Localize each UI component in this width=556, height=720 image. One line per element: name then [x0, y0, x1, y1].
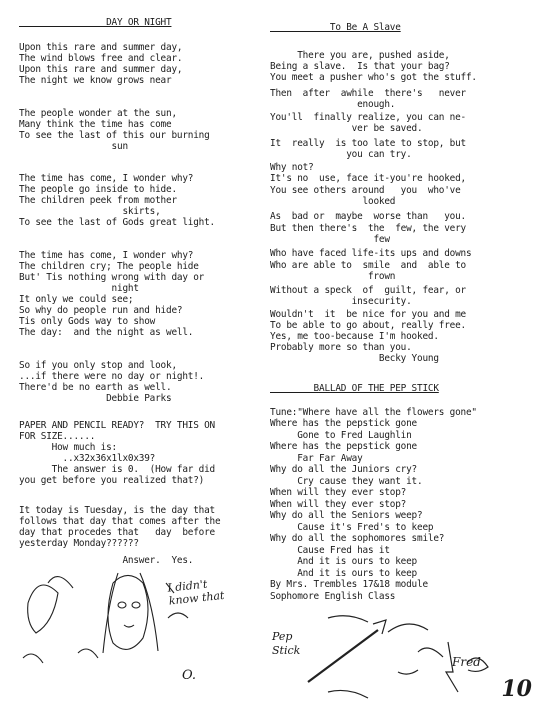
text-line: And it is ours to keep [270, 556, 417, 567]
text-line: But then there's the few, the very [270, 223, 466, 234]
text-line: sun [19, 141, 128, 152]
text-line: looked [270, 196, 396, 207]
text-line: Where has the pepstick gone [270, 418, 417, 429]
text-line: When will they ever stop? [270, 499, 407, 510]
text-line: But' Tis nothing wrong with day or [19, 272, 205, 283]
text-line: Answer. Yes. [19, 555, 194, 566]
text-line: As bad or maybe worse than you. [270, 211, 466, 222]
text-line: you get before you realized that?) [19, 475, 205, 486]
text-line: you can try. [270, 149, 412, 160]
text-line: The time has come, I wonder why? [19, 173, 194, 184]
text-line: The people wonder at the sun, [19, 108, 177, 119]
text-line: yesterday Monday?????? [19, 538, 139, 549]
text-line: FOR SIZE...... [19, 431, 96, 442]
text-line: To see the last of this our burning [19, 130, 210, 141]
text-line: And it is ours to keep [270, 568, 417, 579]
text-line: Cause Fred has it [270, 545, 390, 556]
text-line: It only we could see; [19, 294, 134, 305]
text-line: So if you only stop and look, [19, 360, 177, 371]
text-line: To be able to go about, really free. [270, 320, 466, 331]
text-line: So why do people run and hide? [19, 305, 183, 316]
text-line: The night we know grows near [19, 75, 172, 86]
text-line: Becky Young [270, 353, 439, 364]
text-line: ..x32x36x1lx0x39? [19, 453, 156, 464]
text-line: Tune:"Where have all the flowers gone" [270, 407, 477, 418]
text-line: day that procedes that day before [19, 527, 215, 538]
text-line: Who are able to smile and able to [270, 260, 466, 271]
text-line: Cry cause they want it. [270, 476, 423, 487]
text-line: Tis only Gods way to show [19, 316, 156, 327]
text-line: skirts, [19, 206, 161, 217]
text-line: Probably more so than you. [270, 342, 412, 353]
text-line: There you are, pushed aside, [270, 50, 450, 61]
text-line: Why not? [270, 162, 314, 173]
text-line: Where has the pepstick gone [270, 441, 417, 452]
text-line: You'll finally realize, you can ne- [270, 112, 466, 123]
text-line: Why do all the Juniors cry? [270, 464, 417, 475]
text-line: When will they ever stop? [270, 487, 407, 498]
text-line: Being a slave. Is that your bag? [270, 61, 450, 72]
text-line: You meet a pusher who's got the stuff. [270, 72, 477, 83]
text-line: It today is Tuesday, is the day that [19, 505, 215, 516]
pep-stick-signature: Fred [452, 655, 481, 669]
text-line: Then after awhile there's never [270, 88, 466, 99]
text-line: Debbie Parks [19, 393, 172, 404]
text-line: The answer is 0. (How far did [19, 464, 215, 475]
text-line: Far Far Away [270, 453, 363, 464]
pep-stick-label: Pep Stick [272, 630, 301, 657]
text-line: Without a speck of guilt, fear, or [270, 285, 466, 296]
text-line: The wind blows free and clear. [19, 53, 183, 64]
text-line: Gone to Fred Laughlin [270, 430, 412, 441]
text-line: It really is too late to stop, but [270, 138, 466, 149]
text-line: follows that day that comes after the [19, 516, 221, 527]
text-line: few [270, 234, 390, 245]
text-line: The children cry; The people hide [19, 261, 199, 272]
text-line: Why do all the sophomores smile? [270, 533, 445, 544]
page-number: 10 [501, 676, 532, 702]
text-line: insecurity. [270, 296, 412, 307]
text-line: To see the last of Gods great light. [19, 217, 215, 228]
text-line: night [19, 283, 139, 294]
text-line: ver be saved. [270, 123, 423, 134]
section-title: To Be A Slave [270, 22, 401, 33]
text-line: How much is: [19, 442, 117, 453]
text-line: It's no use, face it-you're hooked, [270, 173, 466, 184]
text-line: Cause it's Fred's to keep [270, 522, 434, 533]
text-line: The people go inside to hide. [19, 184, 177, 195]
section-title: BALLAD OF THE PEP STICK [270, 383, 439, 394]
text-line: The day: and the night as well. [19, 327, 194, 338]
text-line: By Mrs. Trembles 17&18 module [270, 579, 428, 590]
text-line: The children peek from mother [19, 195, 177, 206]
text-line: Upon this rare and summer day, [19, 64, 183, 75]
text-line: Wouldn't it be nice for you and me [270, 309, 466, 320]
text-line: frown [270, 271, 396, 282]
text-line: Sophomore English Class [270, 591, 396, 602]
text-line: The time has come, I wonder why? [19, 250, 194, 261]
text-line: There'd be no earth as well. [19, 382, 172, 393]
text-line: Many think the time has come [19, 119, 172, 130]
doodle-scribble-text: I didn't know that [166, 577, 226, 608]
text-line: Why do all the Seniors weep? [270, 510, 423, 521]
doodle-letter: O. [182, 668, 197, 683]
section-title: DAY OR NIGHT [19, 17, 172, 28]
text-line: You see others around you who've [270, 185, 461, 196]
text-line: ...if there were no day or night!. [19, 371, 205, 382]
text-line: enough. [270, 99, 396, 110]
text-line: Upon this rare and summer day, [19, 42, 183, 53]
text-line: PAPER AND PENCIL READY? TRY THIS ON [19, 420, 215, 431]
text-line: Yes, me too-because I'm hooked. [270, 331, 439, 342]
text-line: Who have faced life-its ups and downs [270, 248, 472, 259]
